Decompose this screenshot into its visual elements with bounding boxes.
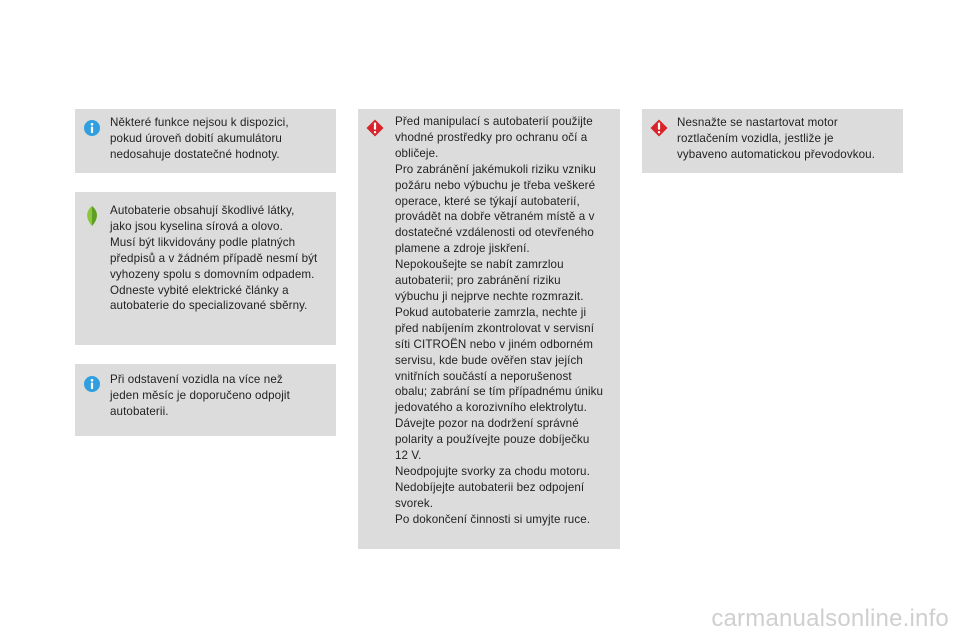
eco-note-text: Autobaterie obsahují škodlivé látky, jako jsou kyselina sírová a olovo. Musí být likvidovány podle platných předpisů a v žádném případě nesmí být vyhozeny spolu s domovním odpadem. Odneste vybité elektrické články a autobaterie do specializované sběrny.	[110, 204, 318, 313]
warning-icon	[650, 119, 668, 137]
info-note-text: Některé funkce nejsou k dispozici, pokud úroveň dobití akumulátoru nedosahuje dostatečné hodnoty.	[110, 116, 289, 161]
warning-icon	[366, 119, 384, 137]
info-note-text: Při odstavení vozidla na více než jeden měsíc je doporučeno odpojit autobaterii.	[110, 373, 290, 418]
info-note-charge-level	[75, 109, 336, 173]
warning-note-text: Před manipulací s autobaterií použijte vhodné prostředky pro ochranu očí a obličeje. Pro zabránění jakémukoli riziku vzniku požáru nebo výbuchu je třeba veškeré operace, které se týkají autobaterií, provádět na dobře větraném místě a v dostatečné vzdálenosti od otevřeného plamene a zdroje jiskření. Nepokoušejte se nabít zamrzlou autobaterii; pro zabránění riziku výbuchu ji nejprve nechte rozmrazit. Pokud autobaterie zamrzla, nechte ji před nabíjením zkontrolovat v servisní síti CITROËN nebo v jiném odborném servisu, kde bude ověřen stav jejích vnitřních součástí a neporušenost obalu; zabrání se tím případnému úniku jedovatého a korozivního elektrolytu. Dávejte pozor na dodržení správné polarity a používejte pouze dobíječku 12 V. Neodpojujte svorky za chodu motoru. Nedobíjejte autobaterii bez odpojení svorek. Po dokončení činnosti si umyjte ruce.	[395, 115, 604, 526]
watermark: carmanualsonline.info	[711, 605, 949, 632]
eco-note-battery-disposal	[75, 192, 336, 345]
warning-note-push-start	[642, 109, 903, 173]
info-note-disconnect-battery	[75, 364, 336, 436]
warning-note-battery-handling	[358, 109, 620, 549]
info-icon	[84, 376, 100, 392]
info-icon	[84, 120, 100, 136]
warning-note-text: Nesnažte se nastartovat motor roztlačením vozidla, jestliže je vybaveno automatickou převodovkou.	[677, 116, 876, 161]
leaf-icon	[84, 206, 100, 226]
